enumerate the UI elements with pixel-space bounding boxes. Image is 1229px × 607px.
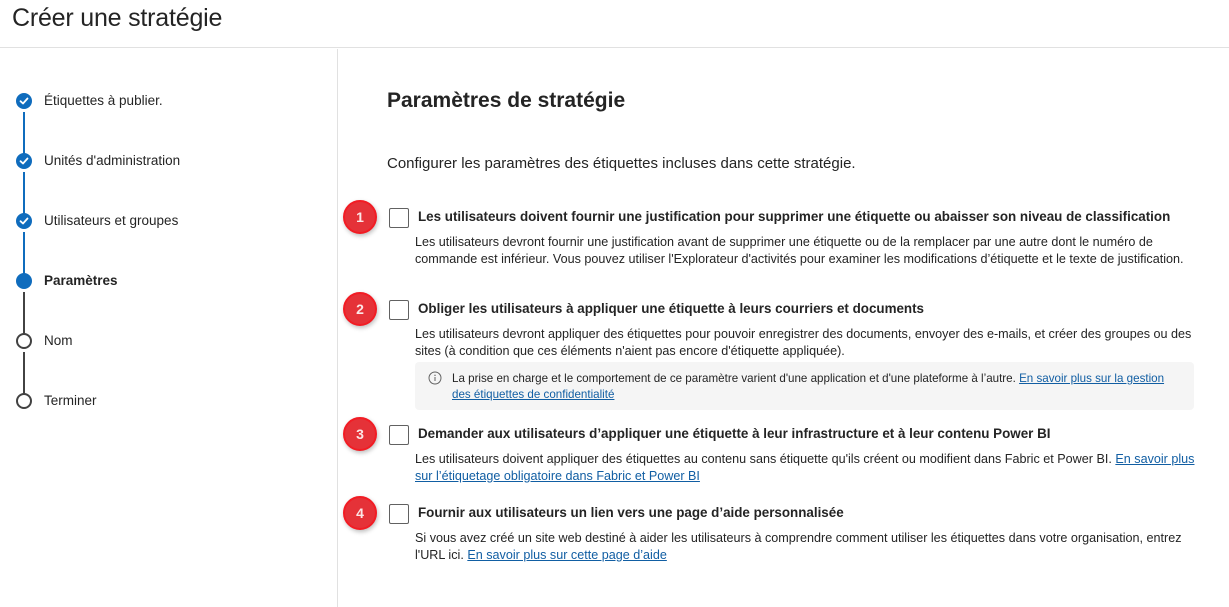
step-complete-icon <box>16 213 32 229</box>
setting-description <box>415 451 1195 485</box>
info-icon <box>428 371 442 385</box>
settings-panel <box>339 49 1229 607</box>
step-label: Utilisateurs et groupes <box>44 213 179 228</box>
step-pending-icon <box>16 333 32 349</box>
step-number-badge: 4 <box>343 496 377 530</box>
wizard-steps <box>0 49 338 607</box>
info-message: La prise en charge et le comportement de ce paramètre varient d'une application et d'une plateforme à l’autre. <box>452 372 1020 385</box>
page-header <box>0 0 1229 48</box>
setting-title: Fournir aux utilisateurs un lien vers une page d’aide personnalisée <box>418 505 844 520</box>
learn-more-help-page-link[interactable]: En savoir plus sur cette page d’aide <box>467 548 667 562</box>
setting-title: Obliger les utilisateurs à appliquer une étiquette à leurs courriers et documents <box>418 301 925 316</box>
setting-title: Demander aux utilisateurs d’appliquer une étiquette à leur infrastructure et à leur contenu Power BI <box>418 426 1051 441</box>
powerbi-labeling-checkbox[interactable] <box>389 425 409 445</box>
step-users-groups[interactable] <box>0 211 330 231</box>
setting-title: Les utilisateurs doivent fournir une justification pour supprimer une étiquette ou abaisser son niveau de classification <box>418 209 1171 224</box>
step-number-badge: 2 <box>343 292 377 326</box>
step-finish[interactable] <box>0 391 330 411</box>
custom-help-page-checkbox[interactable] <box>389 504 409 524</box>
step-complete-icon <box>16 153 32 169</box>
setting-description: Les utilisateurs devront fournir une justification avant de supprimer une étiquette ou de la remplacer par une autre dont le numéro de commande est inférieur. Vous pouvez utiliser l'Explorateur d'activités pour examiner les modifications d’étiquette et le texte de justification. <box>415 235 1184 266</box>
setting-description: Les utilisateurs devront appliquer des étiquettes pour pouvoir enregistrer des documents, envoyer des e-mails, et créer des groupes ou des sites (à condition que ces éléments n'aient pas encore d'étiquette appliquée). <box>415 327 1192 358</box>
step-connector <box>23 112 25 154</box>
step-label: Étiquettes à publier. <box>44 93 163 108</box>
step-connector <box>23 352 25 394</box>
info-text <box>452 371 1172 403</box>
description-text: Les utilisateurs doivent appliquer des étiquettes au contenu sans étiquette qu'ils créent ou modifient dans Fabric et Power BI. <box>415 452 1116 466</box>
learn-more-powerbi-link[interactable]: En savoir plus sur l’étiquetage obligatoire dans Fabric et Power BI <box>415 452 1195 483</box>
step-connector <box>23 172 25 214</box>
step-label: Paramètres <box>44 273 118 288</box>
step-number-badge: 3 <box>343 417 377 451</box>
section-heading: Paramètres de stratégie <box>387 89 626 112</box>
step-connector <box>23 292 25 334</box>
description-text: Si vous avez créé un site web destiné à aider les utilisateurs à comprendre comment utiliser les étiquettes dans votre organisation, entrez l'URL ici. <box>415 531 1182 562</box>
step-connector <box>23 232 25 274</box>
page-title: Créer une stratégie <box>12 4 223 32</box>
step-name[interactable] <box>0 331 330 351</box>
require-justification-checkbox[interactable] <box>389 208 409 228</box>
step-number-badge: 1 <box>343 200 377 234</box>
step-labels-to-publish[interactable] <box>0 91 330 111</box>
step-label: Nom <box>44 333 73 348</box>
setting-description <box>415 530 1195 564</box>
learn-more-sensitivity-labels-link[interactable]: En savoir plus sur la gestion des étiquettes de confidentialité <box>452 372 1165 401</box>
step-label: Unités d'administration <box>44 153 181 168</box>
step-complete-icon <box>16 93 32 109</box>
info-message-bar <box>415 362 1194 410</box>
step-pending-icon <box>16 393 32 409</box>
step-settings[interactable] <box>0 271 330 291</box>
section-description: Configurer les paramètres des étiquettes incluses dans cette stratégie. <box>387 155 856 172</box>
step-label: Terminer <box>44 393 97 408</box>
step-admin-units[interactable] <box>0 151 330 171</box>
step-current-icon <box>16 273 32 289</box>
mandatory-labeling-checkbox[interactable] <box>389 300 409 320</box>
